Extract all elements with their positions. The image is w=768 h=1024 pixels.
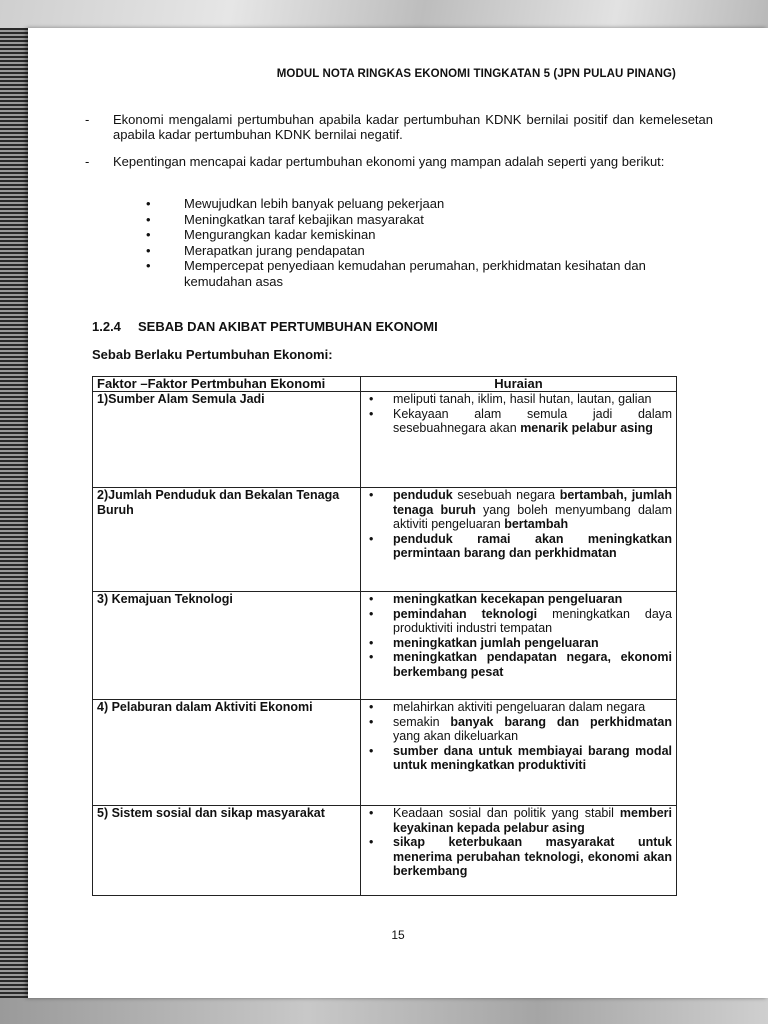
- factor-cell: [93, 488, 361, 592]
- description-item: [365, 407, 672, 436]
- description-item: [365, 700, 672, 715]
- bold-text: sumber dana untuk membiayai barang modal untuk meningkatkan produktiviti: [393, 743, 672, 772]
- paragraph-text: Kepentingan mencapai kadar pertumbuhan ekonomi yang mampan adalah seperti yang berikut:: [113, 154, 665, 169]
- table-row: [93, 592, 677, 700]
- description-item: [365, 392, 672, 407]
- text-segment: meliputi tanah, iklim, hasil hutan, lautan, galian: [393, 392, 652, 406]
- importance-bullet-list: [146, 196, 686, 289]
- section-number: 1.2.4: [92, 319, 121, 334]
- description-item: [365, 650, 672, 679]
- factor-name: 1)Sumber Alam Semula Jadi: [97, 392, 265, 406]
- text-segment: yang boleh menyumbang dalam aktiviti pengeluaran: [393, 502, 672, 531]
- description-list: [365, 488, 672, 561]
- text-segment: meningkatkan daya produktiviti industri tempatan: [393, 606, 672, 635]
- section-heading: [92, 319, 438, 334]
- factor-name: 3) Kemajuan Teknologi: [97, 592, 233, 606]
- document-page: [28, 28, 768, 998]
- description-item: [365, 532, 672, 561]
- bold-text: bertambah: [504, 517, 569, 531]
- description-item: [365, 607, 672, 636]
- paragraph-2: [85, 154, 713, 169]
- bullet-item: • Merapatkan jurang pendapatan: [146, 243, 686, 259]
- description-item: [365, 835, 672, 879]
- description-item: [365, 744, 672, 773]
- table-row: [93, 392, 677, 488]
- factor-name: 4) Pelaburan dalam Aktiviti Ekonomi: [97, 700, 313, 714]
- page-number: 15: [391, 928, 405, 942]
- description-item: [365, 488, 672, 532]
- bold-text: memberi keyakinan kepada pelabur asing: [393, 806, 672, 835]
- bold-text: bertambah, jumlah tenaga buruh: [393, 488, 672, 517]
- bold-text: menarik pelabur asing: [520, 421, 653, 435]
- table-row: [93, 488, 677, 592]
- background-top: [0, 0, 768, 28]
- dash-marker: -: [85, 154, 90, 169]
- bold-text: penduduk ramai akan meningkatkan permintaan barang dan perkhidmatan: [393, 531, 672, 560]
- column-header-factor: Faktor –Faktor Pertmbuhan Ekonomi: [93, 377, 361, 392]
- bold-text: meningkatkan pendapatan negara, ekonomi berkembang pesat: [393, 650, 672, 679]
- factor-cell: [93, 592, 361, 700]
- bullet-item: • Meningkatkan taraf kebajikan masyarakat: [146, 212, 686, 228]
- text-segment: Kekayaan alam semula jadi dalam sesebuahnegara akan: [393, 406, 672, 435]
- page-header: MODUL NOTA RINGKAS EKONOMI TINGKATAN 5 (JPN PULAU PINANG): [276, 68, 676, 80]
- paragraph-1: [85, 112, 713, 142]
- description-list: [365, 700, 672, 773]
- bold-text: meningkatkan kecekapan pengeluaran: [393, 592, 623, 606]
- section-title-text: SEBAB DAN AKIBAT PERTUMBUHAN EKONOMI: [138, 319, 438, 334]
- column-header-description: Huraian: [361, 377, 677, 392]
- description-list: [365, 806, 672, 879]
- description-cell: [361, 700, 677, 806]
- table-header-row: [93, 377, 677, 392]
- table-row: [93, 806, 677, 896]
- description-list: [365, 392, 672, 436]
- bullet-item: • Mempercepat penyediaan kemudahan perumahan, perkhidmatan kesihatan dan kemudahan asas: [146, 258, 686, 289]
- description-list: [365, 592, 672, 679]
- bold-text: pemindahan teknologi: [393, 606, 538, 621]
- dash-marker: -: [85, 112, 90, 127]
- subsection-title: Sebab Berlaku Pertumbuhan Ekonomi:: [92, 347, 333, 362]
- text-segment: yang akan dikeluarkan: [393, 729, 519, 743]
- background-bottom: [0, 998, 768, 1024]
- description-cell: [361, 392, 677, 488]
- factor-name: 2)Jumlah Penduduk dan Bekalan Tenaga Buruh: [97, 488, 340, 517]
- factor-name: 5) Sistem sosial dan sikap masyarakat: [97, 806, 325, 820]
- table-row: [93, 700, 677, 806]
- bullet-item: • Mengurangkan kadar kemiskinan: [146, 227, 686, 243]
- binding-spiral: [0, 28, 28, 998]
- bullet-item: • Mewujudkan lebih banyak peluang pekerjaan: [146, 196, 686, 212]
- factor-cell: [93, 700, 361, 806]
- description-item: [365, 715, 672, 744]
- paragraph-text: Ekonomi mengalami pertumbuhan apabila kadar pertumbuhan KDNK bernilai positif dan kemelesetan apabila kadar pertumbuhan KDNK bernilai negatif.: [113, 112, 713, 142]
- table-body: [93, 392, 677, 896]
- description-cell: [361, 592, 677, 700]
- growth-factors-table: [92, 376, 677, 896]
- text-segment: semakin: [393, 714, 451, 729]
- factor-cell: [93, 392, 361, 488]
- description-item: [365, 806, 672, 835]
- bold-text: meningkatkan jumlah pengeluaran: [393, 635, 599, 650]
- text-segment: sesebuah negara: [452, 488, 560, 502]
- text-segment: melahirkan aktiviti pengeluaran dalam negara: [393, 700, 646, 714]
- bold-text: sikap keterbukaan masyarakat untuk menerima perubahan teknologi, ekonomi akan berkembang: [393, 835, 672, 878]
- bold-text: banyak barang dan perkhidmatan: [450, 714, 672, 729]
- factor-cell: [93, 806, 361, 896]
- description-item: [365, 636, 672, 651]
- bold-text: penduduk: [393, 488, 453, 502]
- description-cell: [361, 806, 677, 896]
- description-cell: [361, 488, 677, 592]
- text-segment: Keadaan sosial dan politik yang stabil: [393, 806, 620, 820]
- description-item: [365, 592, 672, 607]
